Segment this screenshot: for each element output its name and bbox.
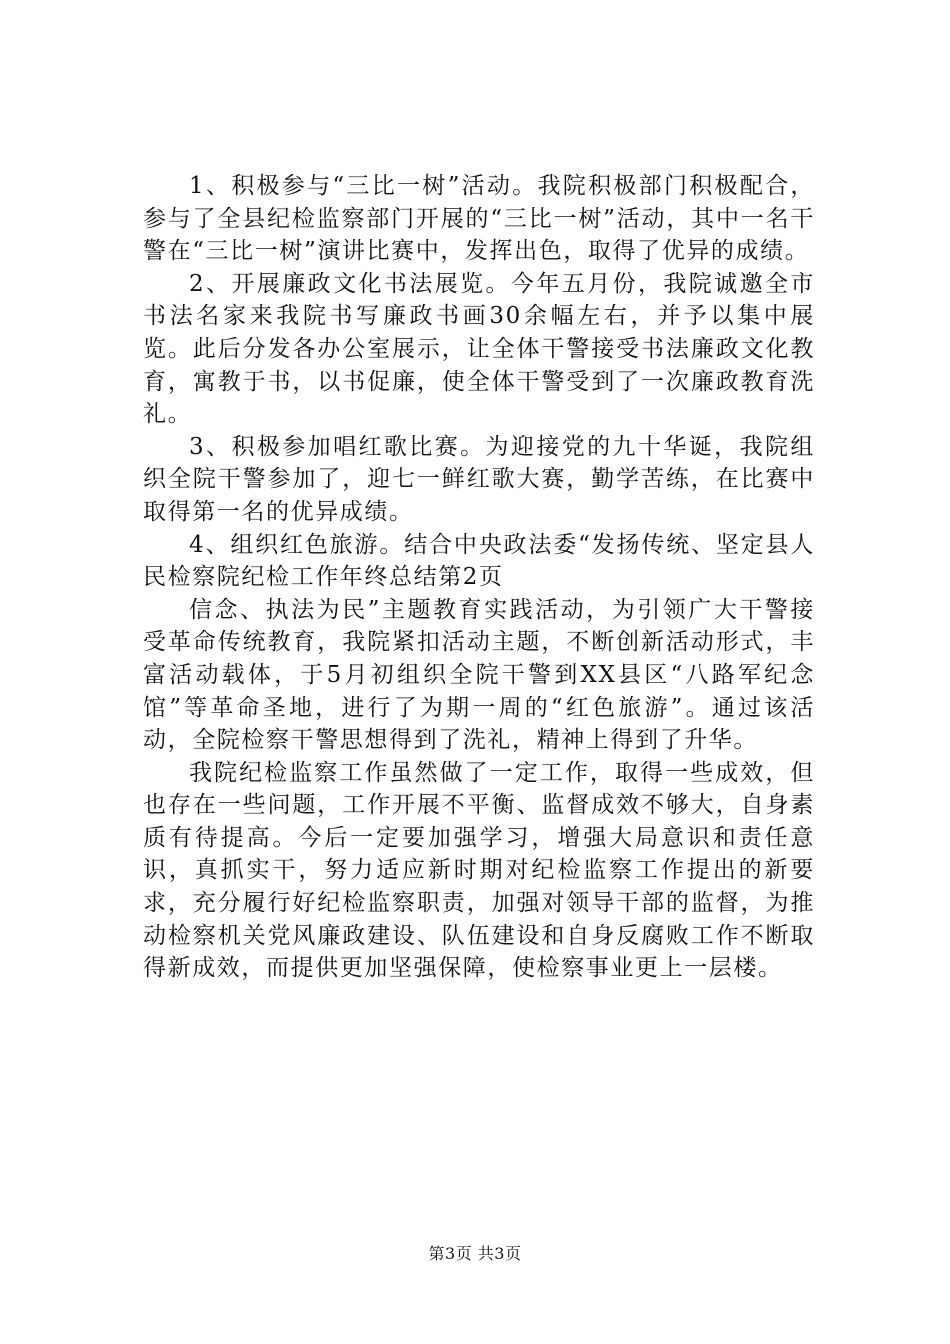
document-body <box>143 170 815 985</box>
paragraph-summary: 我院纪检监察工作虽然做了一定工作，取得一些成效，但也存在一些问题，工作开展不平衡、监督成效不够大，自身素质有待提高。今后一定要加强学习，增强大局意识和责任意识，真抓实干，努力适应新时期对纪检监察工作提出的新要求，充分履行好纪检监察职责，加强对领导干部的监督，为推动检察机关党风廉政建设、队伍建设和自身反腐败工作不断取得新成效，而提供更加坚强保障，使检察事业更上一层楼。 <box>143 759 815 982</box>
paragraph-activity-1: 1、积极参与“三比一树”活动。我院积极部门积极配合，参与了全县纪检监察部门开展的“三比一树”活动，其中一名干警在“三比一树”演讲比赛中，发挥出色，取得了优异的成绩。 <box>143 173 815 265</box>
paragraph-activity-4-continued: 信念、执法为民”主题教育实践活动，为引领广大干警接受革命传统教育，我院紧扣活动主题，不断创新活动形式，丰富活动载体，于5月初组织全院干警到XX县区“八路军纪念馆”等革命圣地，进行了为期一周的“红色旅游”。通过该活动，全院检察干警思想得到了洗礼，精神上得到了升华。 <box>143 596 815 754</box>
paragraph-activity-3: 3、积极参加唱红歌比赛。为迎接党的九十华诞，我院组织全院干警参加了，迎七一鲜红歌大赛，勤学苦练，在比赛中取得第一名的优异成绩。 <box>143 433 815 525</box>
paragraph-activity-4: 4、组织红色旅游。结合中央政法委“发扬传统、坚定县人民检察院纪检工作年终总结第2页 <box>143 531 815 591</box>
paragraph-activity-2: 2、开展廉政文化书法展览。今年五月份，我院诚邀全市书法名家来我院书写廉政书画30余幅左右，并予以集中展览。此后分发各办公室展示，让全体干警接受书法廉政文化教育，寓教于书，以书促廉，使全体干警受到了一次廉政教育洗礼。 <box>143 270 815 428</box>
page-footer: 第3页 共3页 <box>428 1244 522 1263</box>
